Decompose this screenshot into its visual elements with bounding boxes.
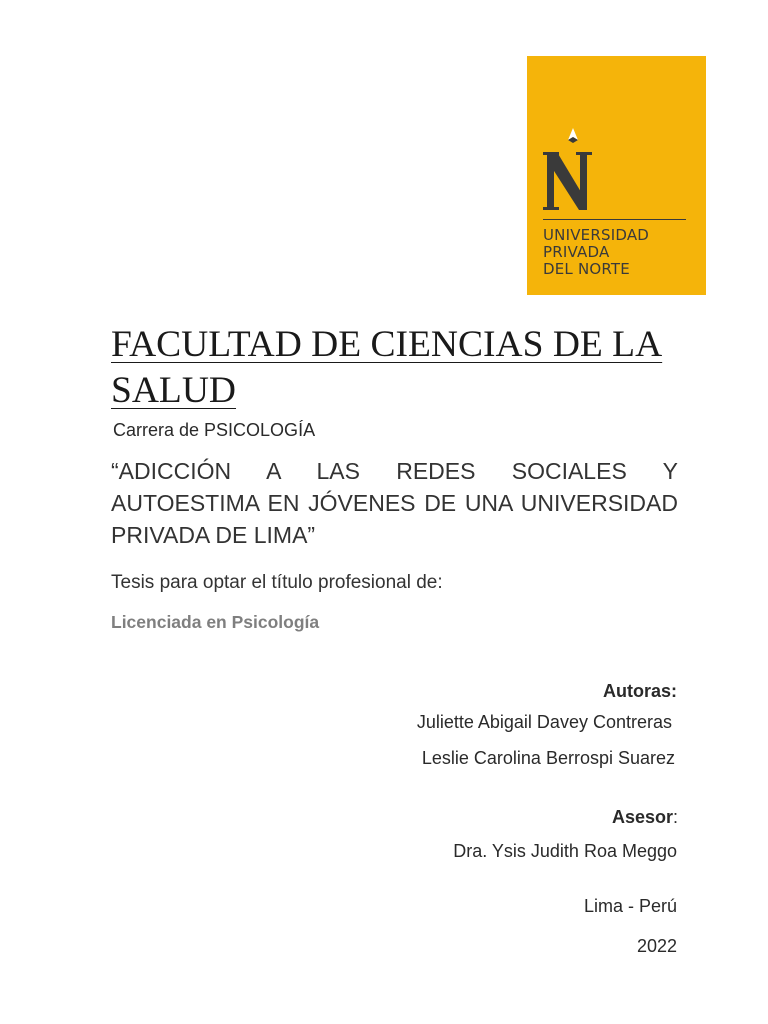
- career-label: Carrera de PSICOLOGÍA: [113, 420, 316, 440]
- logo-text: [543, 227, 649, 278]
- logo-line-3: DEL NORTE: [543, 260, 630, 278]
- logo-line-2: PRIVADA: [543, 243, 610, 261]
- year: 2022: [636, 936, 677, 956]
- advisor-label-colon: :: [672, 807, 678, 827]
- university-logo: [527, 56, 706, 295]
- degree-title: Licenciada en Psicología: [111, 612, 320, 632]
- advisor-name: Dra. Ysis Judith Roa Meggo: [453, 841, 677, 861]
- authors-label: Autoras:: [602, 681, 677, 701]
- logo-divider: [543, 219, 686, 220]
- thesis-subtitle: Tesis para optar el título profesional de:: [111, 572, 443, 593]
- author-name-1: Juliette Abigail Davey Contreras: [416, 712, 672, 732]
- logo-line-1: UNIVERSIDAD: [543, 226, 650, 244]
- faculty-text: FACULTAD DE CIENCIAS DE LA SALUD: [111, 324, 663, 411]
- upn-n-logo-icon: [543, 126, 593, 216]
- place: Lima - Perú: [583, 896, 677, 916]
- advisor-label-text: Asesor: [611, 807, 673, 827]
- faculty-heading: [111, 322, 691, 414]
- advisor-label: [612, 807, 678, 828]
- thesis-title: “ADICCIÓN A LAS REDES SOCIALES Y AUTOESTIMA EN JÓVENES DE UNA UNIVERSIDAD PRIVADA DE LIMA”: [111, 458, 678, 548]
- author-name-2: Leslie Carolina Berrospi Suarez: [421, 748, 675, 768]
